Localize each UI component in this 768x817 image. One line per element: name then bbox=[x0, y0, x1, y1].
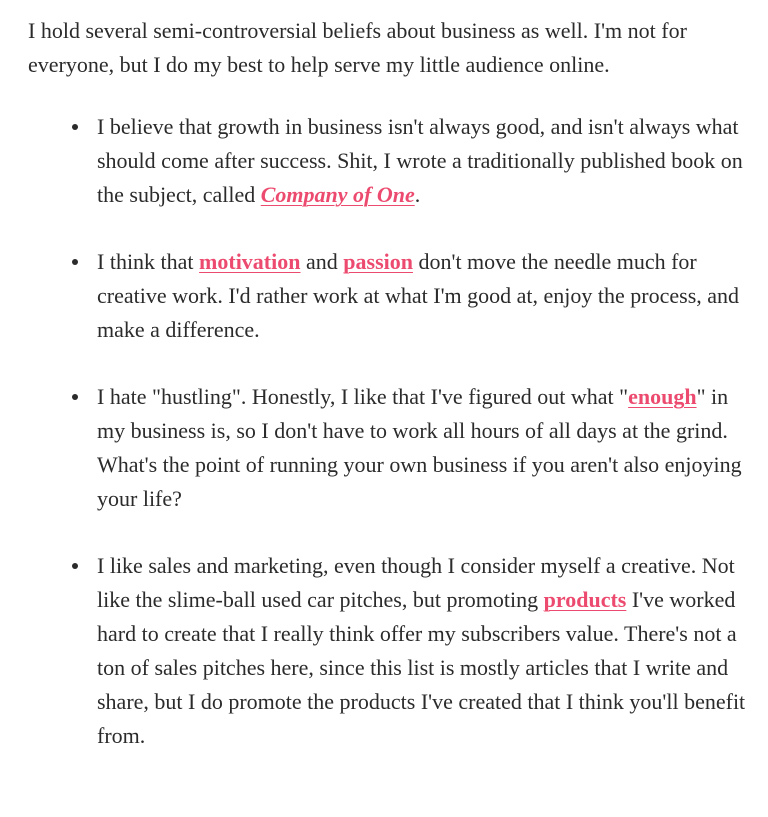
list-item-text: I've worked hard to create that I really think offer my subscribers value. There's not a ton of sales pitches here, since this list is mostly articles that I write and share, but I do promote the products I've created that I think you'll benefit from. bbox=[97, 587, 746, 748]
list-item-sales bbox=[28, 549, 758, 753]
motivation-link[interactable]: motivation bbox=[199, 249, 301, 274]
enough-link[interactable]: enough bbox=[628, 384, 697, 409]
list-item-text: don't move the needle much for creative work. I'd rather work at what I'm good at, enjoy the process, and make a difference. bbox=[97, 249, 740, 342]
list-item-motivation bbox=[28, 245, 758, 347]
list-item-hustling bbox=[28, 380, 758, 516]
passion-link[interactable]: passion bbox=[343, 249, 413, 274]
list-item-growth bbox=[28, 110, 758, 212]
list-item-text: I believe that growth in business isn't always good, and isn't always what should come after success. Shit, I wrote a traditionally published book on the subject, called bbox=[97, 114, 743, 207]
company-of-one-link[interactable]: Company of One bbox=[260, 182, 415, 207]
list-item-text: and bbox=[300, 249, 344, 274]
list-item-text: I like sales and marketing, even though I consider myself a creative. Not like the slime-ball used car pitches, but promoting bbox=[97, 553, 735, 612]
list-item-text: I think that bbox=[97, 249, 200, 274]
products-link[interactable]: products bbox=[543, 587, 627, 612]
intro-paragraph: I hold several semi-controversial beliefs about business as well. I'm not for everyone, but I do my best to help serve my little audience online. bbox=[28, 18, 687, 77]
list-item-text: . bbox=[414, 182, 421, 207]
list-item-text: " in my business is, so I don't have to work all hours of all days at the grind. What's the point of running your own business if you aren't also enjoying your life? bbox=[97, 384, 742, 511]
beliefs-list bbox=[28, 110, 758, 753]
list-item-text: I hate "hustling". Honestly, I like that I've figured out what " bbox=[97, 384, 629, 409]
